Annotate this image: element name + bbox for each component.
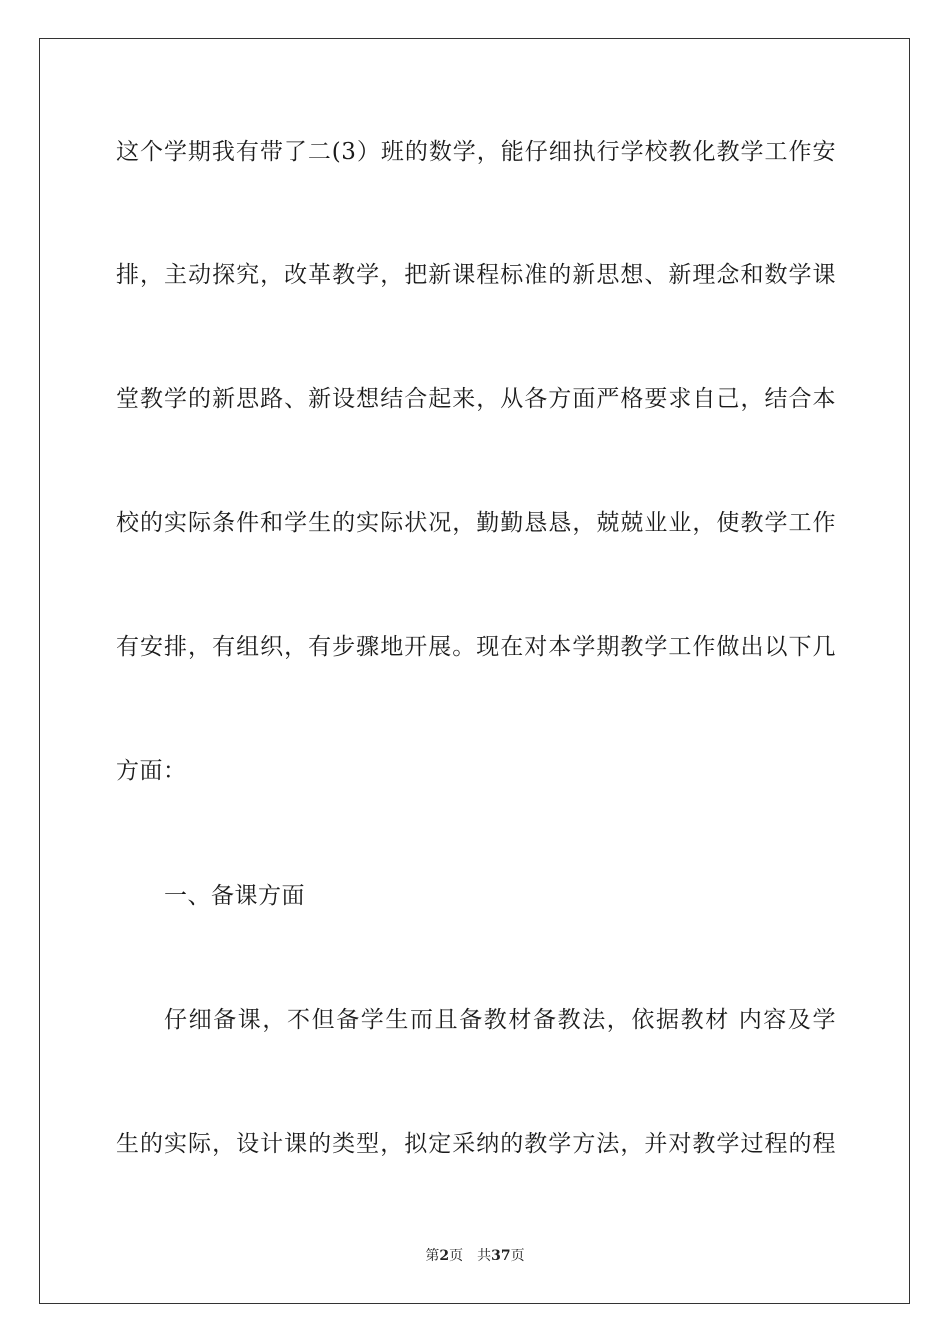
page-footer [0, 1247, 950, 1265]
paragraph-line-2: 排，主动探究，改革教学，把新课程标准的新思想、新理念和数学课 [116, 262, 836, 288]
paragraph-line-3: 堂教学的新思路、新设想结合起来，从各方面严格要求自己，结合本 [116, 386, 836, 412]
section-line-1: 仔细备课，不但备学生而且备教材备教法，依据教材 内容及学 [164, 1007, 836, 1033]
total-suffix: 页 [510, 1248, 525, 1264]
paragraph-line-6: 方面： [116, 758, 187, 784]
total-prefix: 共 [477, 1248, 492, 1264]
paragraph-line-4: 校的实际条件和学生的实际状况，勤勤恳恳，兢兢业业，使教学工作 [116, 510, 836, 536]
page-prefix: 第 [425, 1248, 440, 1264]
total-pages: 37 [491, 1248, 511, 1264]
paragraph-line-1: 这个学期我有带了二(3）班的数学，能仔细执行学校教化教学工作安 [116, 139, 836, 165]
section-line-2: 生的实际，设计课的类型，拟定采纳的教学方法，并对教学过程的程 [116, 1131, 836, 1157]
page-number: 2 [439, 1248, 450, 1264]
section-heading: 一、备课方面 [164, 883, 305, 909]
paragraph-line-5: 有安排，有组织，有步骤地开展。现在对本学期教学工作做出以下几 [116, 634, 836, 660]
page-suffix: 页 [449, 1248, 464, 1264]
page-frame [39, 38, 910, 1304]
